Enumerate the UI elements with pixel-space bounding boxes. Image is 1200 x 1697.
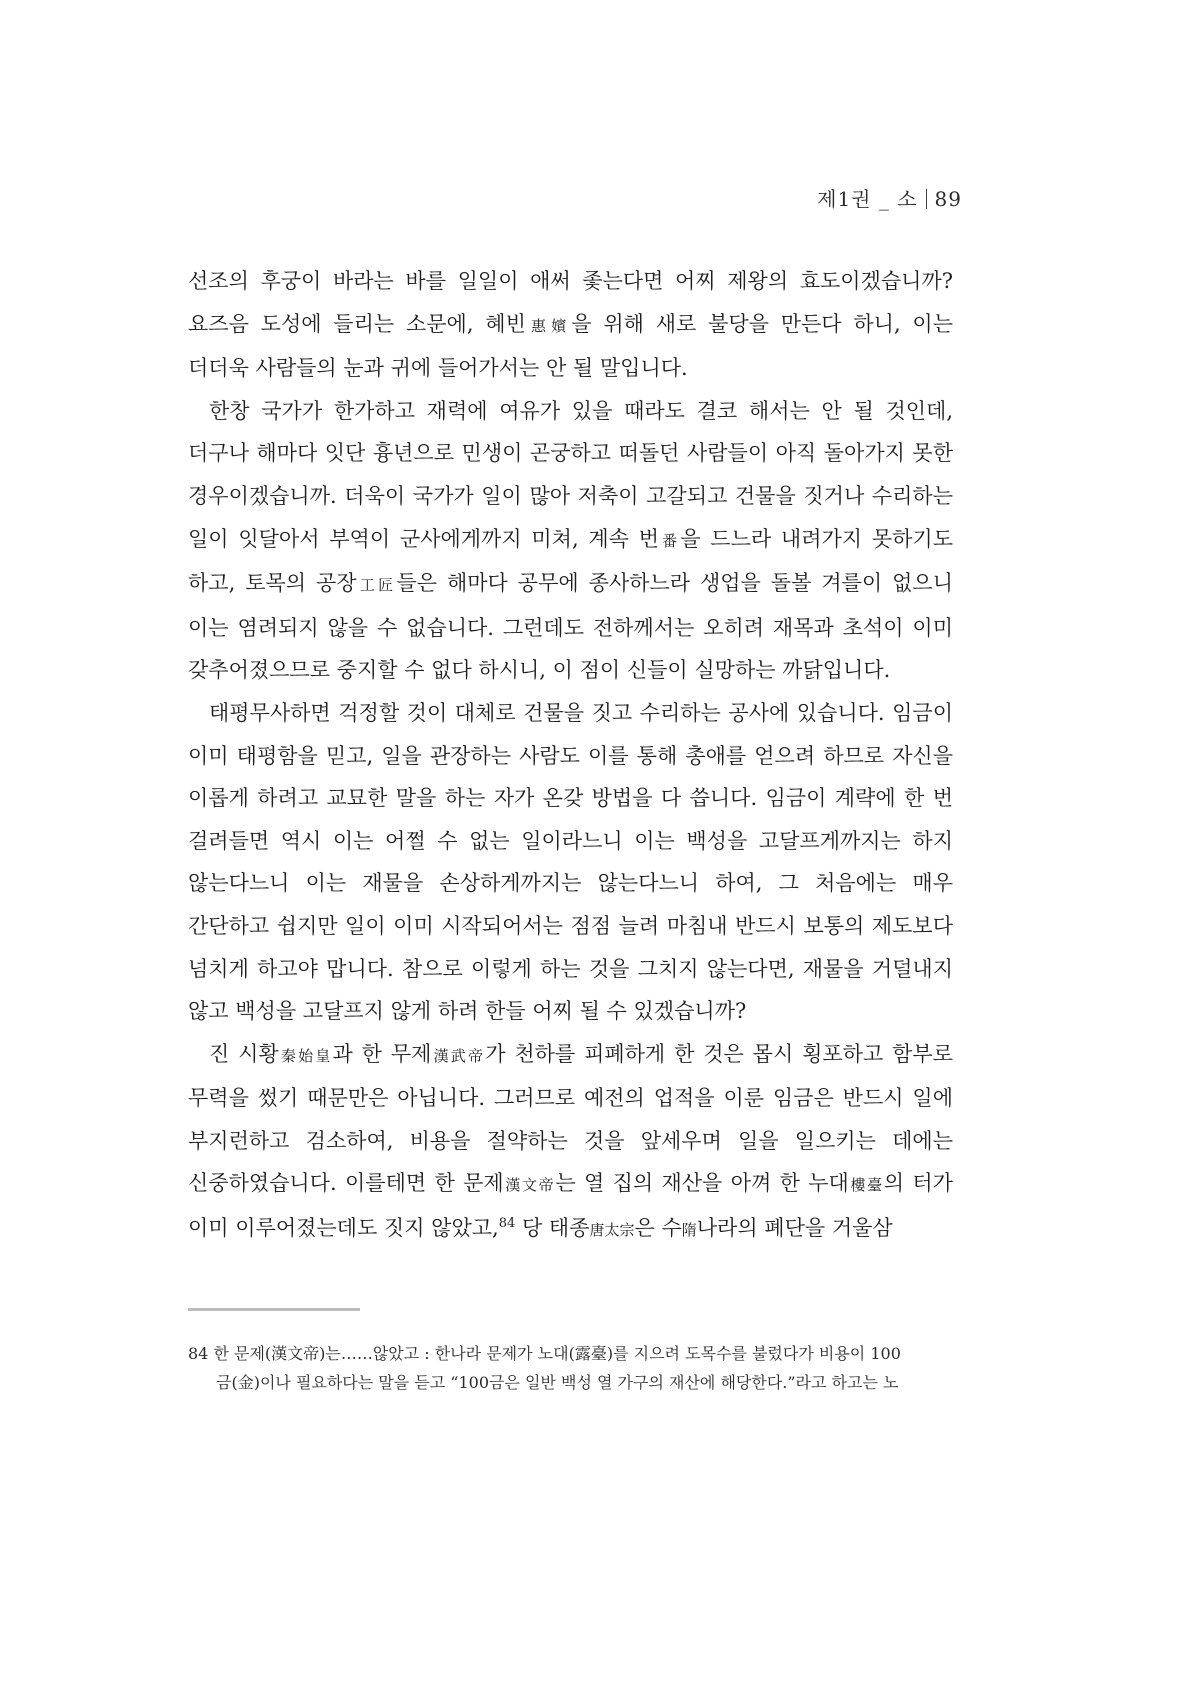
text-run: 나라의 폐단을 거울삼 bbox=[696, 1216, 893, 1241]
text-run: 은 수 bbox=[634, 1216, 682, 1241]
hanja-gloss: 隋 bbox=[681, 1221, 697, 1240]
body-text bbox=[188, 260, 953, 1252]
text-run: 선조의 후궁이 바라는 바를 일일이 애써 좇는다면 어찌 제왕의 효도이겠습니까? 요즈음 도성에 들리는 소문에, 혜빈 bbox=[188, 269, 953, 336]
hanja-gloss: 秦始皇 bbox=[278, 1046, 333, 1065]
text-run: 과 한 무제 bbox=[332, 1041, 432, 1066]
hanja-gloss: 番 bbox=[659, 531, 681, 550]
footnote-divider bbox=[188, 1308, 360, 1311]
text-run: 한창 국가가 한가하고 재력에 여유가 있을 때라도 결코 해서는 안 될 것인데, 더구나 해마다 잇단 흉년으로 민생이 곤궁하고 떠돌던 사람들이 아직 돌아가지 못한 경우이겠습니까. 더욱이 국가가 일이 많아 저축이 고갈되고 건물을 짓거나 수리하는 일이 잇달아서 부역이 군사에게까지 미쳐, 계속 번 bbox=[188, 398, 953, 551]
paragraph bbox=[188, 260, 953, 390]
hanja-gloss: 樓臺 bbox=[848, 1176, 884, 1195]
hanja-gloss: 惠嬪 bbox=[525, 316, 572, 335]
text-run: 진 시황 bbox=[209, 1041, 279, 1066]
text-run: 을 위해 새로 불당을 만든다 하니, 이는 더더욱 사람들의 눈과 귀에 들어가서는 안 될 말입니다. bbox=[188, 311, 953, 381]
header-divider bbox=[926, 189, 927, 209]
hanja-gloss: 漢文帝 bbox=[503, 1176, 556, 1195]
footnote-line-1: 84 한 문제(漢文帝)는……않았고 : 한나라 문제가 노대(露臺)를 지으려 도목수를 불렀다가 비용이 100 bbox=[188, 1344, 901, 1363]
hanja-gloss: 漢武帝 bbox=[431, 1046, 486, 1065]
paragraph bbox=[188, 390, 953, 692]
paragraph bbox=[188, 692, 953, 1033]
text-run: 는 열 집의 재산을 아껴 한 누대 bbox=[555, 1171, 849, 1196]
volume-label: 제1권 _ 소 bbox=[817, 187, 918, 211]
page-number: 89 bbox=[934, 187, 962, 211]
text-run: 의 터가 이미 이루어졌는데도 짓지 않았고, bbox=[188, 1171, 953, 1241]
text-run: 태평무사하면 걱정할 것이 대체로 건물을 짓고 수리하는 공사에 있습니다. 임금이 이미 태평함을 믿고, 일을 관장하는 사람도 이를 통해 총애를 얻으려 하므로 자신을 이롭게 하려고 교묘한 말을 하는 자가 온갖 방법을 다 씁니다. 임금이 계략에 한 번 걸려들면 역시 이는 어쩔 수 없는 일이라느니 이는 백성을 고달프게까지는 하지 않는다느니 이는 재물을 손상하게까지는 않는다느니 하여, 그 처음에는 매우 간단하고 쉽지만 일이 이미 시작되어서는 점점 늘려 마침내 반드시 보통의 제도보다 넘치게 하고야 맙니다. 참으로 이렇게 하는 것을 그치지 않는다면, 재물을 거덜내지 않고 백성을 고달프지 않게 하려 한들 어찌 될 수 있겠습니까? bbox=[188, 700, 953, 1024]
footnote-line-2: 금(金)이나 필요하다는 말을 듣고 “100금은 일반 백성 열 가구의 재산에 해당한다.”라고 하고는 노 bbox=[216, 1373, 899, 1392]
text-run: 가 천하를 피폐하게 한 것은 몹시 횡포하고 함부로 무력을 썼기 때문만은 아닙니다. 그러므로 예전의 업적을 이룬 임금은 반드시 일에 부지런하고 검소하여, 비용을 절약하는 것을 앞세우며 일을 일으키는 데에는 신중하였습니다. 이를테면 한 문제 bbox=[188, 1041, 953, 1196]
paragraph bbox=[188, 1033, 953, 1252]
text-run: 들은 해마다 공무에 종사하느라 생업을 돌볼 겨를이 없으니 이는 염려되지 않을 수 없습니다. 그런데도 전하께서는 오히려 재목과 초석이 이미 갖추어졌으므로 중지할 수 없다 하시니, 이 점이 신들이 실망하는 까닭입니다. bbox=[188, 571, 953, 683]
hanja-gloss: 唐太宗 bbox=[589, 1221, 635, 1240]
running-header bbox=[817, 183, 962, 212]
text-run: 을 드느라 내려가지 못하기도 하고, 토목의 공장 bbox=[188, 526, 953, 596]
text-run: 당 태종 bbox=[515, 1216, 590, 1241]
footnote-84 bbox=[188, 1339, 953, 1397]
hanja-gloss: 工匠 bbox=[356, 576, 397, 595]
footnote-reference[interactable]: 84 bbox=[498, 1216, 516, 1232]
